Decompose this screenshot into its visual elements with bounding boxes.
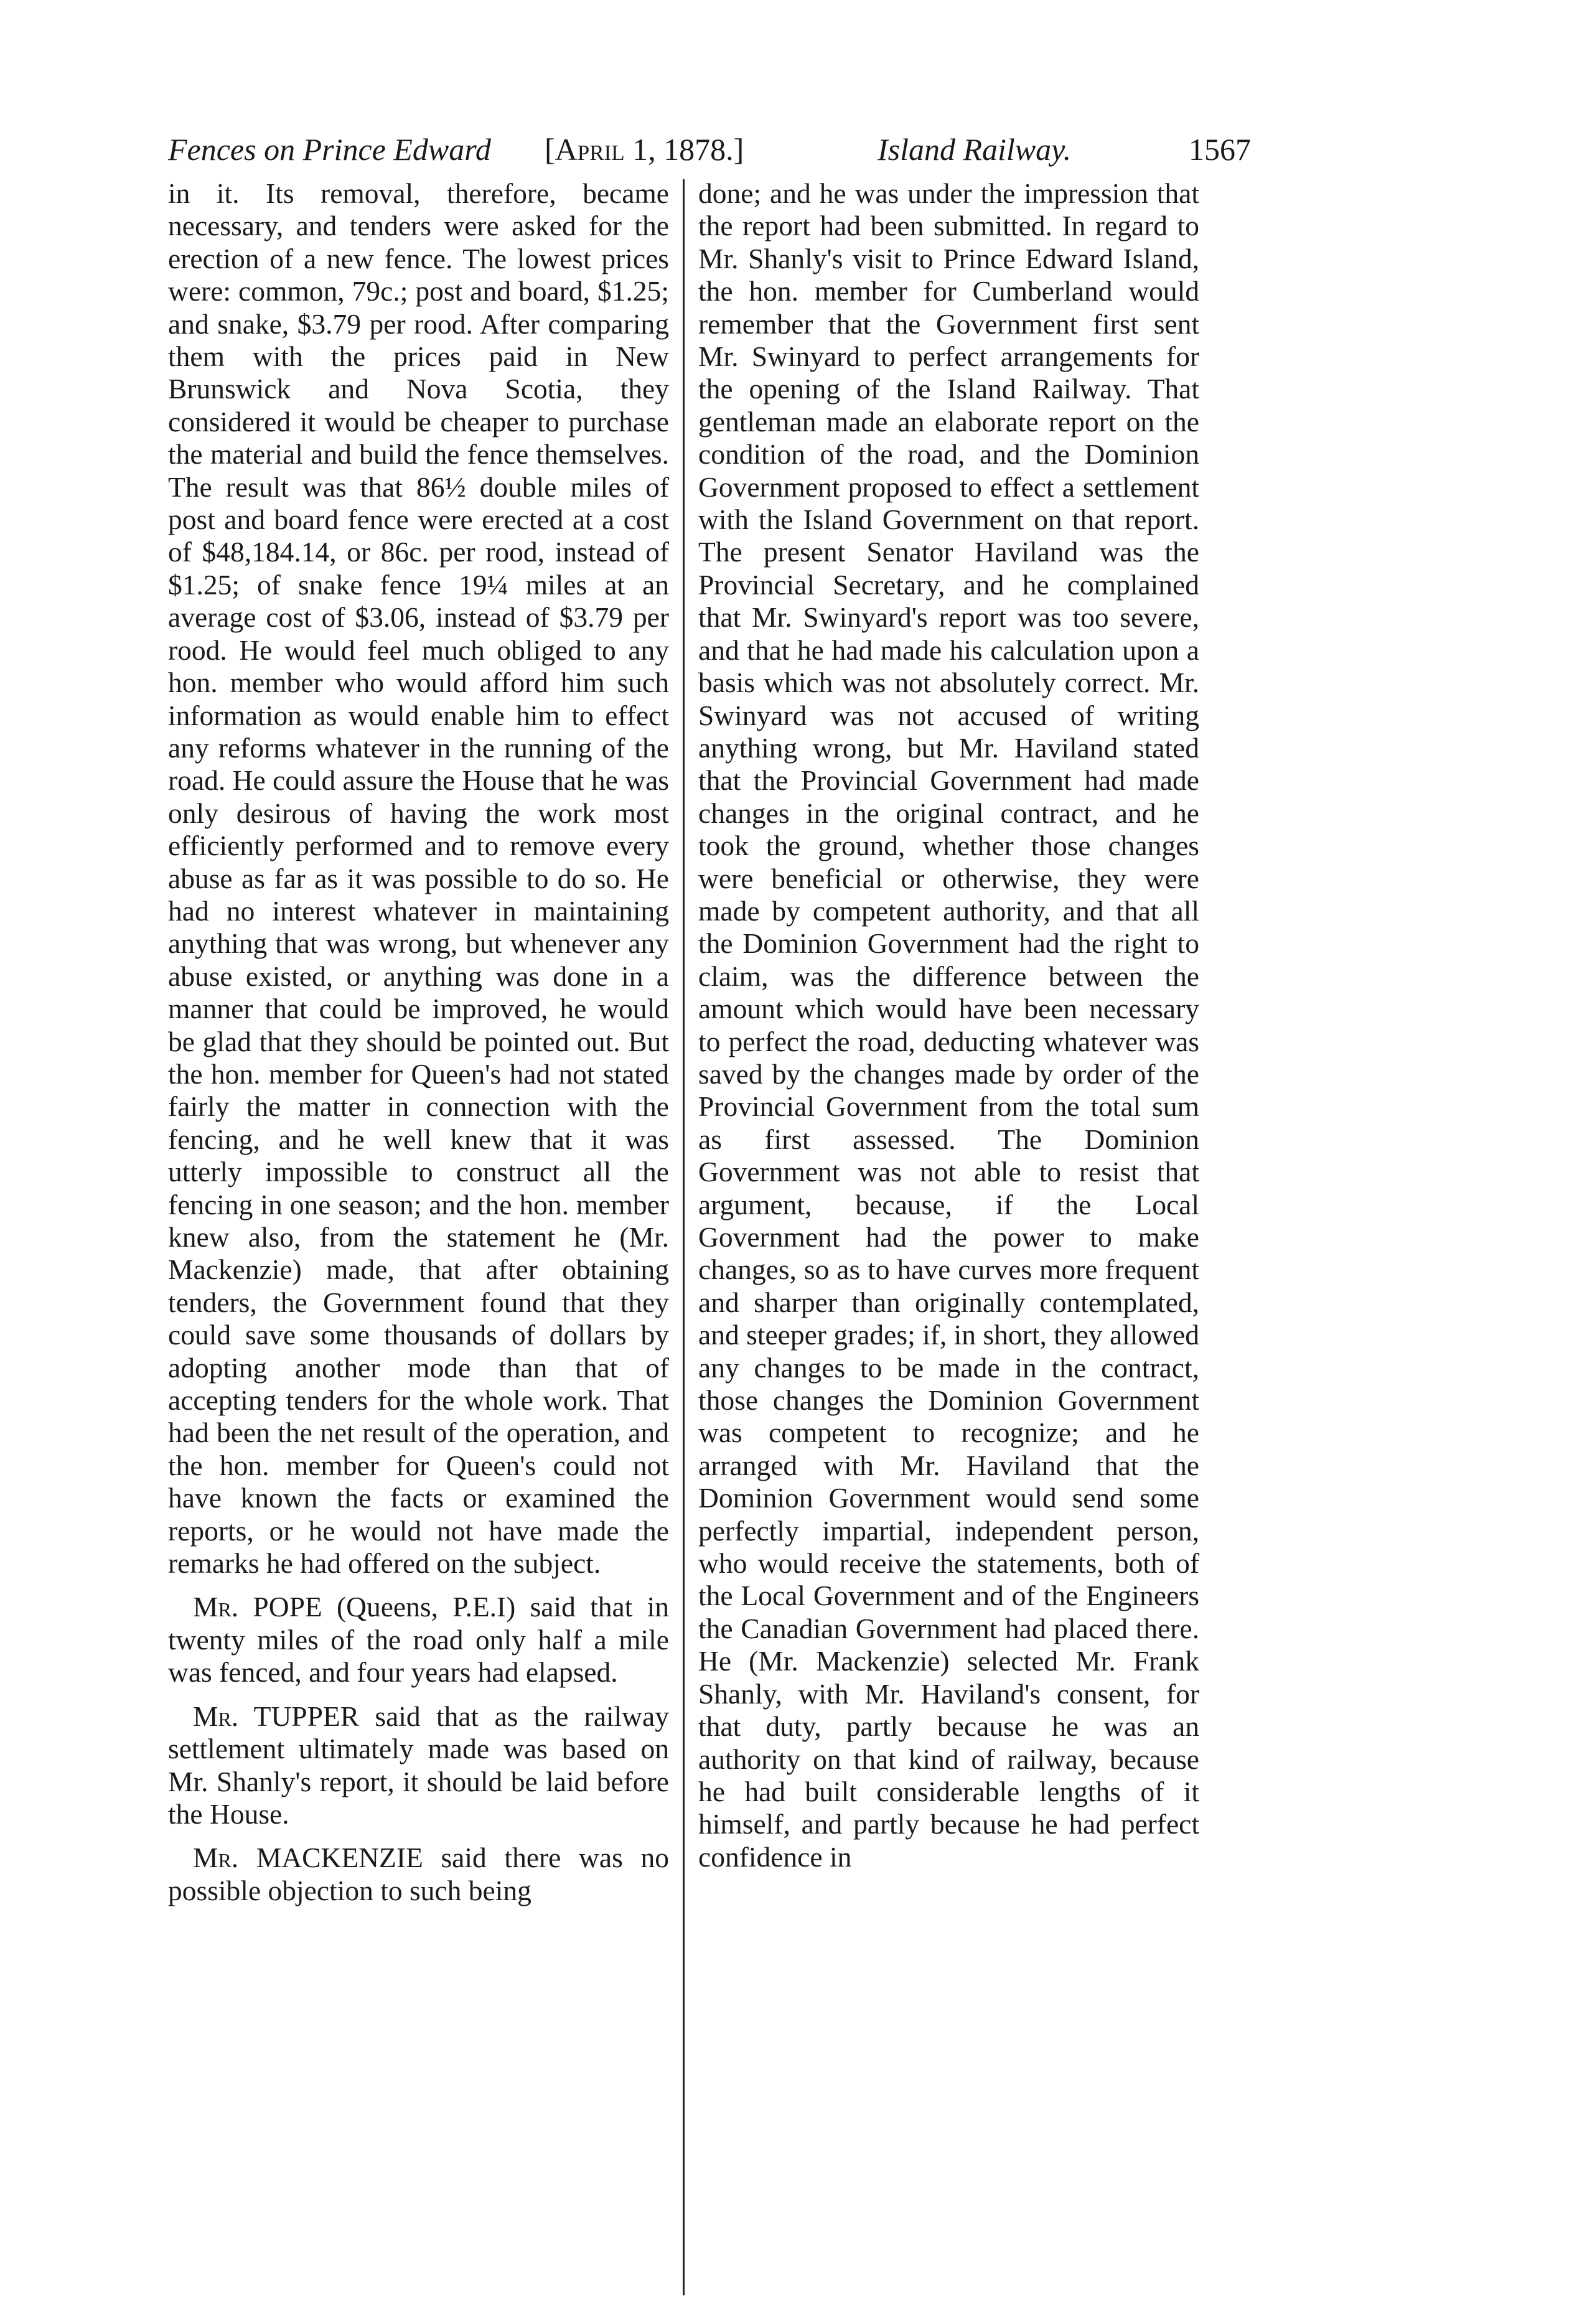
column-divider (683, 179, 685, 2295)
paragraph-text: in it. Its removal, therefore, became necessary, and tenders were asked for the erection of a new fence. The lowest prices were: common, 79c.; post and board, $1.25; and snake, $3.79 per rood. After comparing them with the prices paid in New Brunswick and Nova Scotia, they considered it would be cheaper to purchase the material and build the fence themselves. The result was that 86½ double miles of post and board fence were erected at a cost of $48,184.14, or 86c. per rood, instead of $1.25; of snake fence 19¼ miles at an average cost of $3.06, instead of $3.79 per rood. He would feel much obliged to any hon. member who would afford him such information as would enable him to effect any reforms whatever in the running of the road. He could assure the House that he was only desirous of having the work most efficiently performed and to remove every abuse as far as it was possible to do so. He had no interest whatever in maintaining anything that was wrong, but whenever any abuse existed, or anything was done in a manner that could be improved, he would be glad that they should be pointed out. But the hon. member for Queen's had not stated fairly the matter in connection with the fencing, and he well knew that it was utterly impossible to construct all the fencing in one season; and the hon. member knew also, from the statement he (Mr. Mackenzie) made, that after obtaining tenders, the Government found that they could save some thousands of dollars by adopting another mode than that of accepting tenders for the whole work. That had been the net result of the operation, and the hon. member for Queen's could not have known the facts or examined the reports, or he would not have made the remarks he had offered on the subject. (168, 177, 669, 1580)
paragraph (168, 1591, 669, 1689)
running-title-right: Island Railway. (878, 132, 1072, 167)
right-column (698, 177, 1199, 1873)
running-title-left: Fences on Prince Edward (168, 132, 491, 167)
paragraph (698, 177, 1199, 1873)
paragraph-text: (Queens, P.E.I) said that in twenty miles of the road only half a mile was fenced, and four years had elapsed. (168, 1591, 669, 1689)
page-header (168, 124, 1251, 174)
speaker-name: Mr. MACKENZIE (193, 1842, 423, 1874)
page-number: 1567 (1189, 132, 1251, 167)
paragraph (168, 177, 669, 1580)
paragraph-text: done; and he was under the impression that the report had been submitted. In regard to Mr. Shanly's visit to Prince Edward Island, the hon. member for Cumberland would remember that the Government first sent Mr. Swinyard to perfect arrangements for the opening of the Island Railway. That gentleman made an elaborate report on the condition of the road, and the Dominion Government proposed to effect a settlement with the Island Government on that report. The present Senator Haviland was the Provincial Secretary, and he complained that Mr. Swinyard's report was too severe, and that he had made his calculation upon a basis which was not absolutely correct. Mr. Swinyard was not accused of writing anything wrong, but Mr. Haviland stated that the Provincial Government had made changes in the original contract, and he took the ground, whether those changes were beneficial or otherwise, they were made by competent authority, and that all the Dominion Government had the right to claim, was the difference between the amount which would have been necessary to perfect the road, deducting whatever was saved by the changes made by order of the Provincial Government from the total sum as first assessed. The Dominion Government was not able to resist that argument, because, if the Local Government had the power to make changes, so as to have curves more frequent and sharper than originally contemplated, and steeper grades; if, in short, they allowed any changes to be made in the contract, those changes the Dominion Government was competent to recognize; and he arranged with Mr. Haviland that the Dominion Government would send some perfectly impartial, independent person, who would receive the statements, both of the Local Government and of the Engineers the Canadian Government had placed there. He (Mr. Mackenzie) selected Mr. Frank Shanly, with Mr. Haviland's consent, for that duty, partly because he was an authority on that kind of railway, because he had built considerable lengths of it himself, and partly because he had perfect confidence in (698, 177, 1199, 1873)
speaker-name: Mr. POPE (193, 1591, 322, 1623)
paragraph-text: said that as the railway settlement ultimately made was based on Mr. Shanly's report, it should be laid before the House. (168, 1700, 669, 1830)
speaker-name: Mr. TUPPER (193, 1700, 360, 1732)
paragraph (168, 1700, 669, 1831)
left-column (168, 177, 669, 1907)
paragraph-text: said there was no possible objection to such being (168, 1842, 669, 1906)
session-date: [April 1, 1878.] (545, 132, 744, 167)
paragraph (168, 1842, 669, 1907)
